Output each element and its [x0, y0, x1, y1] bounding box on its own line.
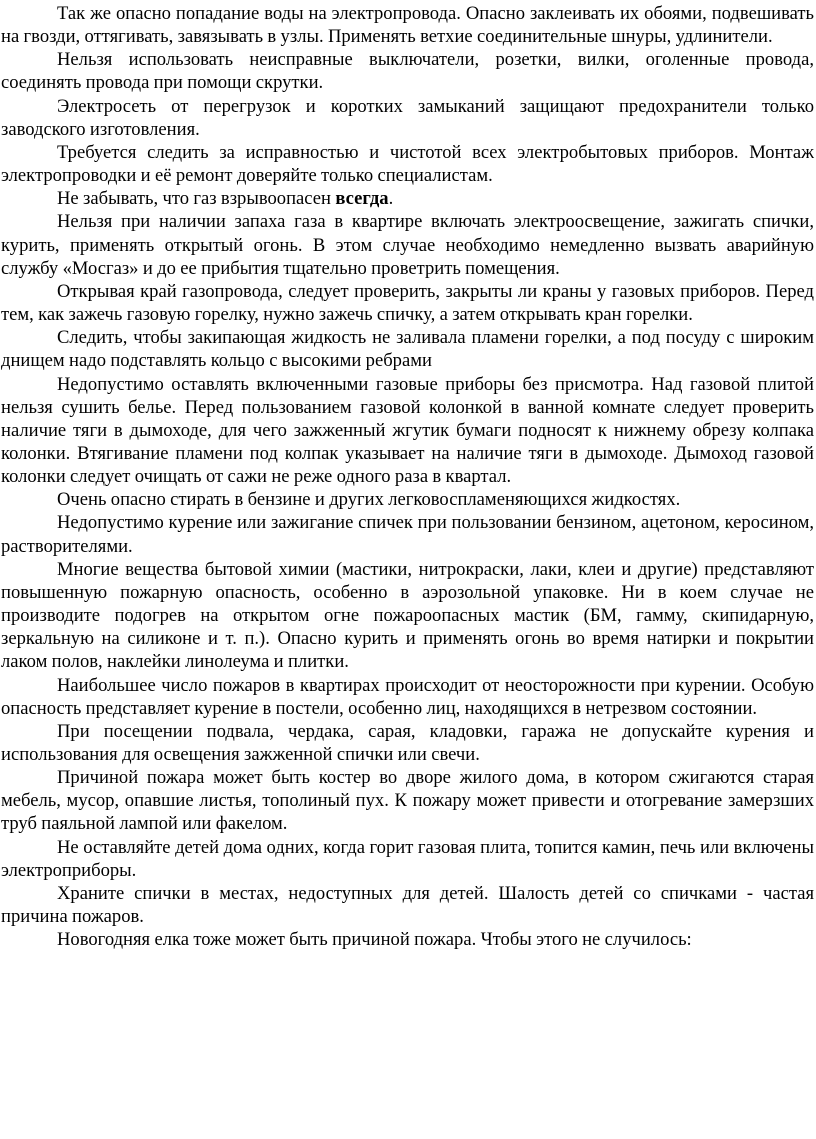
gas-warning-emphasis: всегда: [335, 188, 389, 210]
paragraph-gas-taps: Открывая край газопровода, следует проверить, закрыты ли краны у газовых приборов. Перед тем, как зажечь газовую горелку, нужно зажечь спичку, а затем открывать кран горелки.: [1, 280, 814, 326]
paragraph-gas-smell: Нельзя при наличии запаха газа в квартире включать электроосвещение, зажигать спички, курить, применять открытый огонь. В этом случае необходимо немедленно вызвать аварийную службу «Мосгаз» и до ее прибытия тщательно проветрить помещения.: [1, 211, 814, 279]
gas-warning-prefix: Не забывать, что газ взрывоопасен: [57, 188, 336, 210]
paragraph-smoking-fires: Наибольшее число пожаров в квартирах происходит от неосторожности при курении. Особую опасность представляет курение в постели, особенно лиц, находящихся в нетрезвом состоянии.: [1, 674, 814, 719]
paragraph-appliance-care: Требуется следить за исправностью и чистотой всех электробытовых приборов. Монтаж электропроводки и её ремонт доверяйте только специалистам.: [1, 141, 814, 187]
paragraph-matches-children: Храните спички в местах, недоступных для детей. Шалость детей со спичками - частая причина пожаров.: [1, 882, 814, 928]
paragraph-fuses: Электросеть от перегрузок и коротких замыканий защищают предохранители только заводского изготовления.: [1, 95, 814, 140]
paragraph-water-wiring: Так же опасно попадание воды на электропровода. Опасно заклеивать их обоями, подвешивать на гвозди, оттягивать, завязывать в узлы. Применять ветхие соединительные шнуры, удлинители.: [1, 3, 814, 48]
paragraph-basement-attic: При посещении подвала, чердака, сарая, кладовки, гаража не допускайте курения и использования для освещения зажженной спички или свечи.: [1, 720, 814, 765]
paragraph-gas-unattended: Недопустимо оставлять включенными газовые приборы без присмотра. Над газовой плитой нельзя сушить белье. Перед пользованием газовой колонкой в ванной комнате следует проверить наличие тяги в дымоходе, для чего зажженный жгутик бумаги подносят к нижнему обрезу колпака колонки. Втягивание пламени под колпак указывает на наличие тяги в дымоходе. Дымоход газовой колонки следует очищать от сажи не реже одного раза в квартал.: [1, 373, 814, 488]
paragraph-no-smoking-solvents: Недопустимо курение или зажигание спичек при пользовании бензином, ацетоном, керосином, растворителями.: [1, 512, 814, 557]
paragraph-bonfire: Причиной пожара может быть костер во дворе жилого дома, в котором сжигаются старая мебель, мусор, опавшие листья, тополиный пух. К пожару может привести и отогревание замерзших труб паяльной лампой или факелом.: [1, 767, 814, 835]
paragraph-new-year-tree: Новогодняя елка тоже может быть причиной пожара. Чтобы этого не случилось:: [57, 929, 692, 951]
paragraph-boiling-liquid: Следить, чтобы закипающая жидкость не заливала пламени горелки, а под посуду с широким днищем надо подставлять кольцо с высокими ребрами: [1, 327, 814, 372]
gas-warning-suffix: .: [388, 188, 394, 210]
paragraph-household-chemicals: Многие вещества бытовой химии (мастики, нитрокраски, лаки, клеи и другие) представляют повышенную пожарную опасность, особенно в аэрозольной упаковке. Ни в коем случае не производите подогрев на открытом огне пожароопасных мастик (БМ, гамму, скипидарную, зеркальную на силиконе и т. п.). Опасно курить и применять огонь во время натирки и покрытии лаком полов, наклейки линолеума и плитки.: [1, 558, 814, 673]
paragraph-washing-gasoline: Очень опасно стирать в бензине и других легковоспламеняющихся жидкостях.: [57, 489, 681, 511]
paragraph-gas-explosive: [1, 187, 814, 210]
paragraph-faulty-switches: Нельзя использовать неисправные выключатели, розетки, вилки, оголенные провода, соединять провода при помощи скрутки.: [1, 49, 814, 94]
paragraph-children-alone: Не оставляйте детей дома одних, когда горит газовая плита, топится камин, печь или включены электроприборы.: [1, 836, 814, 881]
